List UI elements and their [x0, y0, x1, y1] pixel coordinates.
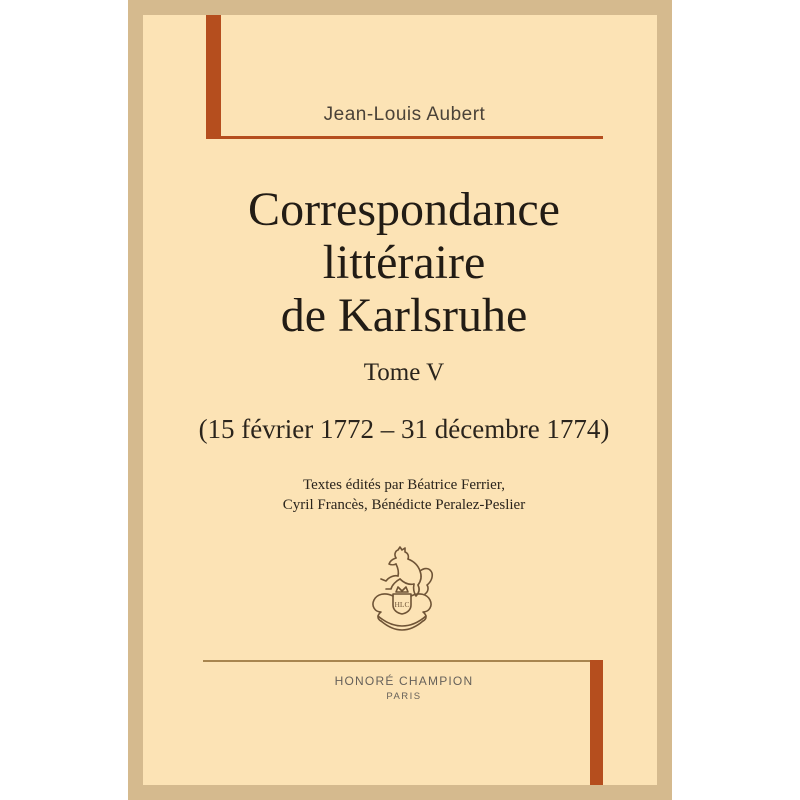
- bottom-rule: [203, 660, 603, 662]
- horse-head: [395, 547, 408, 559]
- horse-belly: [400, 579, 414, 584]
- editors-line-2: Cyril Francès, Bénédicte Peralez-Peslier: [282, 496, 526, 513]
- volume-label: Tome V: [363, 359, 445, 386]
- author-name: Jean-Louis Aubert: [323, 104, 486, 125]
- date-range: (15 février 1772 – 31 décembre 1774): [198, 414, 610, 444]
- publisher-name: HONORÉ CHAMPION: [334, 674, 474, 688]
- editors-credit: [156, 476, 652, 515]
- title-line-1: Correspondance: [248, 183, 560, 236]
- editors-line-1: Textes édités par Béatrice Ferrier,: [302, 477, 505, 493]
- emblem-ribbon: [378, 616, 426, 630]
- horse-tail: [420, 569, 432, 594]
- horse-back: [408, 559, 421, 585]
- top-rule: [206, 136, 603, 139]
- emblem-mantling-right: [411, 594, 431, 621]
- book-cover: [128, 0, 672, 800]
- emblem-mantling-left: [373, 594, 393, 621]
- horse-muzzle: [389, 558, 396, 565]
- publisher-city: PARIS: [386, 691, 422, 702]
- emblem-coronet: [396, 587, 408, 592]
- title-line-2: littéraire: [322, 236, 486, 289]
- horse-chest: [396, 564, 398, 576]
- book-title: [156, 183, 652, 342]
- horse-foreleg-1: [381, 576, 398, 581]
- emblem-monogram: HLC: [394, 600, 410, 609]
- publisher-horse-emblem-icon: [358, 546, 446, 638]
- title-line-3: de Karlsruhe: [280, 289, 528, 342]
